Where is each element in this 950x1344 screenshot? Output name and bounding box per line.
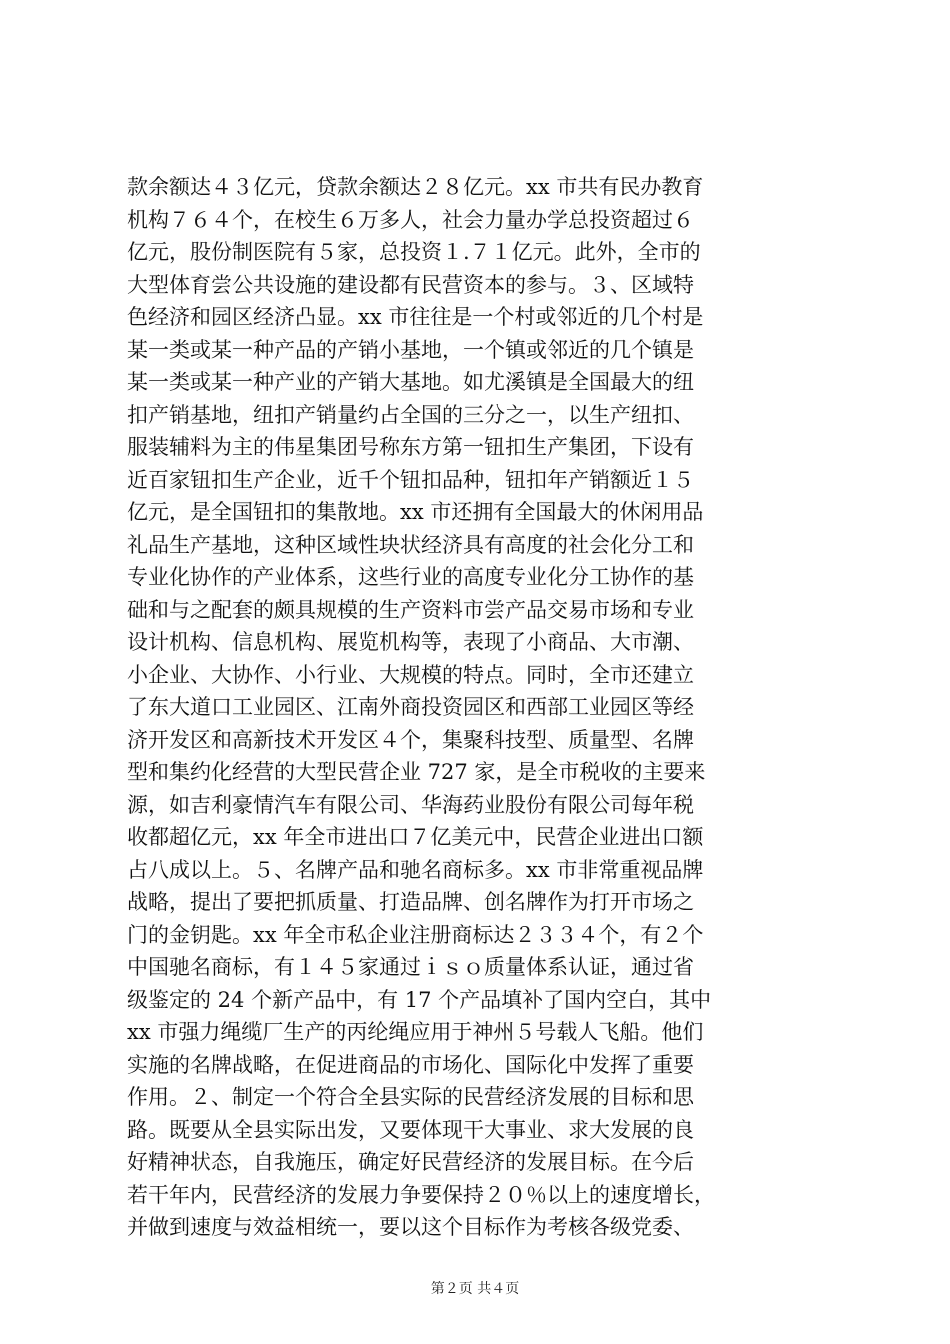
text-line: 好精神状态，自我施压，确定好民营经济的发展目标。在今后 (127, 1150, 694, 1174)
text-line: 设计机构、信息机构、展览机构等，表现了小商品、大市潮、 (127, 630, 694, 654)
text-line: 中国驰名商标，有１４５家通过ｉｓｏ质量体系认证，通过省 (127, 955, 694, 979)
text-line: 若干年内，民营经济的发展力争要保持２０％以上的速度增长， (127, 1182, 715, 1207)
text-line: 济开发区和高新技术开发区４个，集聚科技型、质量型、名牌 (127, 727, 694, 752)
text-line: 小企业、大协作、小行业、大规模的特点。同时，全市还建立 (127, 662, 694, 687)
text-line: 础和与之配套的颇具规模的生产资料市尝产品交易市场和专业 (127, 597, 694, 622)
text-line: 某一类或某一种产品的产销小基地，一个镇或邻近的几个镇是 (127, 337, 694, 362)
text-line: 源，如吉利豪情汽车有限公司、华海药业股份有限公司每年税 (127, 792, 694, 817)
text-line: 某一类或某一种产业的产销大基地。如尤溪镇是全国最大的纽 (127, 370, 694, 394)
text-line: xx 市强力绳缆厂生产的丙纶绳应用于神州５号载人飞船。他们 (127, 1020, 704, 1044)
text-line: 门的金钥匙。xx 年全市私企业注册商标达２３３４个，有２个 (127, 922, 704, 947)
text-line: 战略，提出了要把抓质量、打造品牌、创名牌作为打开市场之 (127, 890, 694, 914)
text-line: 收都超亿元，xx 年全市进出口７亿美元中，民营企业进出口额 (127, 825, 704, 849)
text-line: 了东大道口工业园区、江南外商投资园区和西部工业园区等经 (127, 695, 694, 719)
text-line: 机构７６４个，在校生６万多人，社会力量办学总投资超过６ (127, 207, 694, 232)
text-line: 级鉴定的 24 个新产品中，有 17 个产品填补了国内空白，其中 (127, 987, 712, 1012)
text-line: 亿元，股份制医院有５家，总投资１.７１亿元。此外，全市的 (127, 240, 701, 264)
text-line: 路。既要从全县实际出发，又要体现干大事业、求大发展的良 (127, 1117, 694, 1142)
body-text (127, 171, 827, 1244)
text-line: 款余额达４３亿元，贷款余额达２８亿元。xx 市共有民办教育 (127, 175, 704, 199)
text-line: 近百家钮扣生产企业，近千个钮扣品种，钮扣年产销额近１５ (127, 467, 694, 492)
page-footer: 第２页 共４页 (430, 1281, 520, 1297)
text-line: 实施的名牌战略，在促进商品的市场化、国际化中发挥了重要 (127, 1052, 694, 1077)
text-line: 色经济和园区经济凸显。xx 市往往是一个村或邻近的几个村是 (127, 305, 704, 329)
text-line: 专业化协作的产业体系，这些行业的高度专业化分工协作的基 (127, 565, 694, 589)
text-line: 大型体育尝公共设施的建设都有民营资本的参与。３、区域特 (127, 272, 694, 297)
text-line: 扣产销基地，纽扣产销量约占全国的三分之一，以生产纽扣、 (127, 402, 694, 427)
text-line: 礼品生产基地，这种区域性块状经济具有高度的社会化分工和 (127, 532, 694, 557)
text-line: 占八成以上。５、名牌产品和驰名商标多。xx 市非常重视品牌 (127, 857, 704, 882)
text-line: 并做到速度与效益相统一，要以这个目标作为考核各级党委、 (127, 1215, 694, 1239)
text-line: 作用。２、制定一个符合全县实际的民营经济发展的目标和思 (127, 1085, 694, 1109)
text-line: 亿元，是全国钮扣的集散地。xx 市还拥有全国最大的休闲用品 (127, 500, 704, 524)
text-line: 型和集约化经营的大型民营企业 727 家，是全市税收的主要来 (127, 760, 706, 784)
text-line: 服装辅料为主的伟星集团号称东方第一钮扣生产集团，下设有 (127, 435, 694, 459)
